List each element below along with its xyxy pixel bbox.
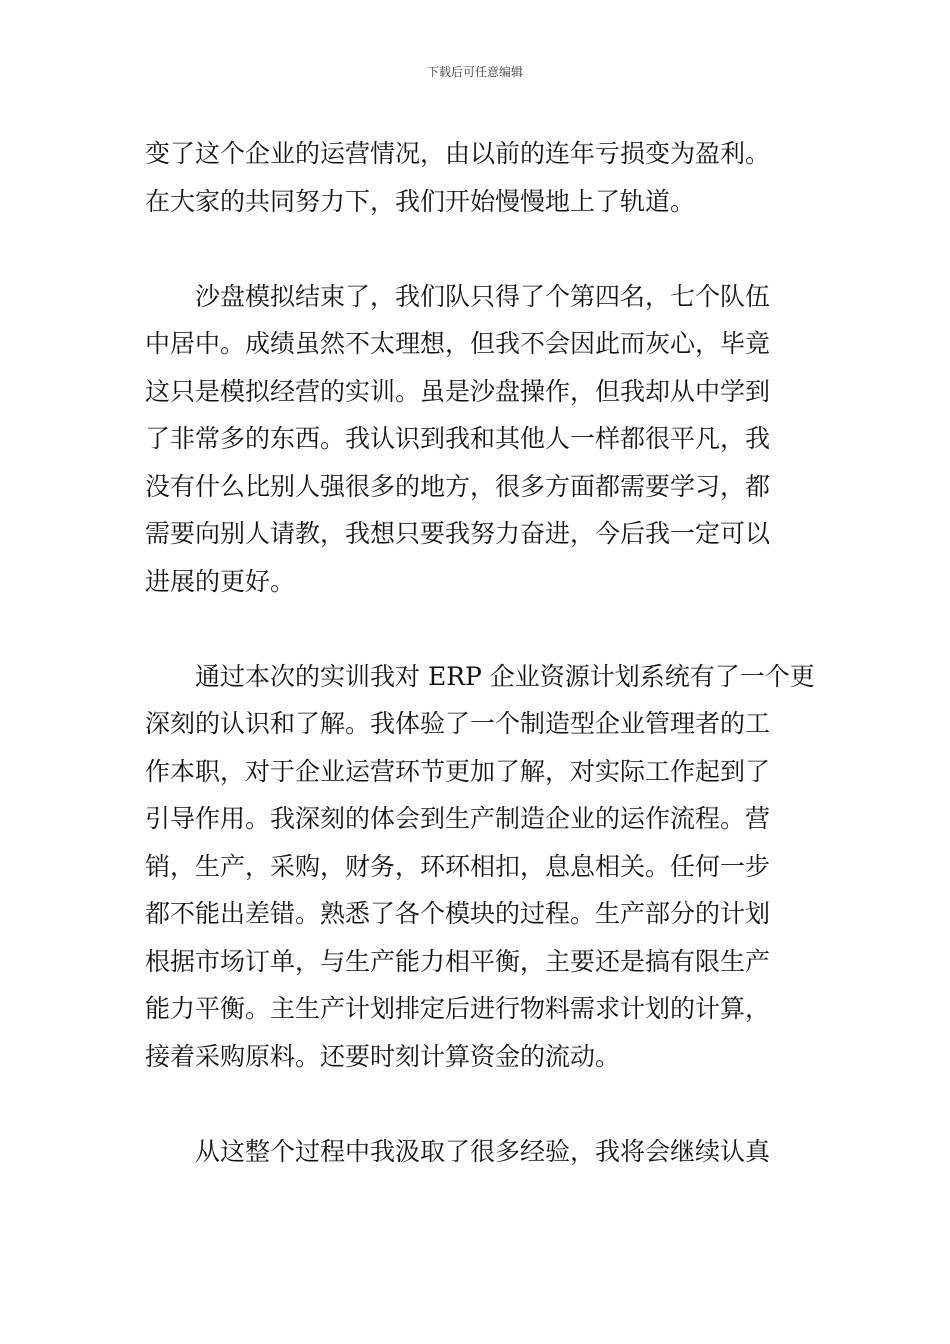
paragraph-2 [145,273,807,606]
paragraph-line: 根据市场订单，与生产能力相平衡，主要还是搞有限生产 [145,946,771,976]
paragraph-line: 销，生产，采购，财务，环环相扣，息息相关。任何一步 [145,851,771,881]
paragraph-line: 引导作用。我深刻的体会到生产制造企业的运作流程。营 [145,804,771,833]
paragraph-line: 在大家的共同努力下，我们开始慢慢地上了轨道。 [145,186,696,216]
paragraph-line: 沙盘模拟结束了，我们队只得了个第四名，七个队伍 [195,281,771,311]
paragraph-line: 从这整个过程中我汲取了很多经验，我将会继续认真 [195,1136,771,1166]
paragraph-line: 这只是模拟经营的实训。虽是沙盘操作，但我却从中学到 [145,376,771,406]
paragraph-line: 需要向别人请教，我想只要我努力奋进，今后我一定可以 [145,519,771,548]
paragraph-line: 都不能出差错。熟悉了各个模块的过程。生产部分的计划 [145,899,771,928]
paragraph-line: 进展的更好。 [145,566,296,596]
paragraph-line: 通过本次的实训我对 ERP 企业资源计划系统有了一个更 [195,661,815,691]
paragraph-line: 能力平衡。主生产计划排定后进行物料需求计划的计算， [145,994,771,1023]
page-header: 下载后可任意编辑 [426,65,523,79]
paragraph-3 [145,653,815,1081]
paragraph-line: 作本职，对于企业运营环节更加了解，对实际工作起到了 [145,756,771,786]
paragraph-spacer [145,225,807,273]
paragraph-line: 深刻的认识和了解。我体验了一个制造型企业管理者的工 [145,709,771,738]
paragraph-line: 接着采购原料。还要时刻计算资金的流动。 [145,1041,621,1071]
paragraph-1 [145,130,807,225]
paragraph-line: 中居中。成绩虽然不太理想，但我不会因此而灰心，毕竟 [145,329,771,358]
paragraph-line: 了非常多的东西。我认识到我和其他人一样都很平凡，我 [145,424,771,453]
document-body [145,130,815,1175]
paragraph-4 [145,1128,807,1176]
paragraph-line: 没有什么比别人强很多的地方，很多方面都需要学习，都 [145,471,771,501]
paragraph-spacer [145,605,807,653]
paragraph-line: 变了这个企业的运营情况，由以前的连年亏损变为盈利。 [145,139,771,168]
paragraph-spacer [145,1080,807,1128]
